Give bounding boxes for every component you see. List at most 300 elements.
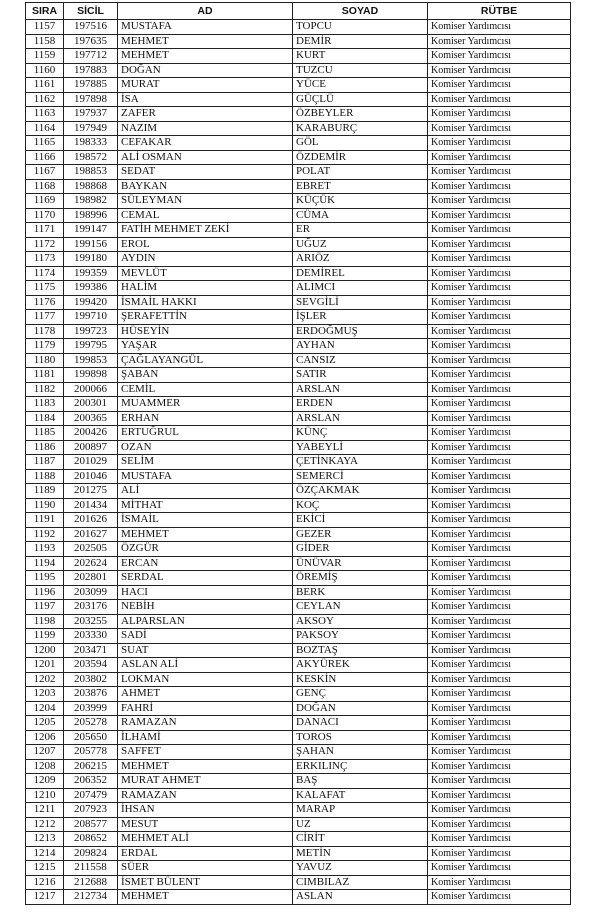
cell-ad: ÖZGÜR <box>118 542 293 557</box>
cell-sicil: 197635 <box>64 34 118 49</box>
cell-sira: 1187 <box>26 455 64 470</box>
table-row <box>26 846 571 861</box>
cell-rutbe: Komiser Yardımcısı <box>428 194 571 209</box>
cell-soyad: CANSIZ <box>293 353 428 368</box>
cell-sira: 1157 <box>26 20 64 35</box>
cell-soyad: İŞLER <box>293 310 428 325</box>
cell-rutbe: Komiser Yardımcısı <box>428 759 571 774</box>
cell-soyad: AYHAN <box>293 339 428 354</box>
cell-sira: 1166 <box>26 150 64 165</box>
cell-sira: 1184 <box>26 411 64 426</box>
cell-soyad: ÇETİNKAYA <box>293 455 428 470</box>
cell-sira: 1160 <box>26 63 64 78</box>
cell-ad: CEMİL <box>118 382 293 397</box>
cell-soyad: YABEYLİ <box>293 440 428 455</box>
table-row <box>26 397 571 412</box>
cell-rutbe: Komiser Yardımcısı <box>428 382 571 397</box>
cell-sicil: 205278 <box>64 716 118 731</box>
cell-ad: NEBİH <box>118 600 293 615</box>
cell-rutbe: Komiser Yardımcısı <box>428 78 571 93</box>
cell-rutbe: Komiser Yardımcısı <box>428 832 571 847</box>
cell-sira: 1199 <box>26 629 64 644</box>
cell-sicil: 200365 <box>64 411 118 426</box>
cell-rutbe: Komiser Yardımcısı <box>428 571 571 586</box>
cell-soyad: YÜCE <box>293 78 428 93</box>
cell-soyad: AKSOY <box>293 614 428 629</box>
cell-ad: MUSTAFA <box>118 20 293 35</box>
cell-ad: MURAT <box>118 78 293 93</box>
table-row <box>26 179 571 194</box>
cell-rutbe: Komiser Yardımcısı <box>428 643 571 658</box>
cell-rutbe: Komiser Yardımcısı <box>428 426 571 441</box>
table-row <box>26 150 571 165</box>
cell-sicil: 203330 <box>64 629 118 644</box>
cell-sira: 1186 <box>26 440 64 455</box>
table-row <box>26 208 571 223</box>
cell-soyad: KALAFAT <box>293 788 428 803</box>
cell-soyad: ERDEN <box>293 397 428 412</box>
cell-sira: 1206 <box>26 730 64 745</box>
cell-soyad: TOROS <box>293 730 428 745</box>
personnel-table <box>25 2 571 905</box>
cell-sicil: 197949 <box>64 121 118 136</box>
cell-sicil: 209824 <box>64 846 118 861</box>
cell-rutbe: Komiser Yardımcısı <box>428 527 571 542</box>
cell-sicil: 203176 <box>64 600 118 615</box>
cell-soyad: UZ <box>293 817 428 832</box>
cell-ad: RAMAZAN <box>118 788 293 803</box>
cell-ad: OZAN <box>118 440 293 455</box>
cell-soyad: AKYÜREK <box>293 658 428 673</box>
cell-soyad: METİN <box>293 846 428 861</box>
cell-sicil: 206215 <box>64 759 118 774</box>
cell-rutbe: Komiser Yardımcısı <box>428 324 571 339</box>
cell-sicil: 198572 <box>64 150 118 165</box>
cell-sicil: 211558 <box>64 861 118 876</box>
cell-rutbe: Komiser Yardımcısı <box>428 687 571 702</box>
cell-rutbe: Komiser Yardımcısı <box>428 165 571 180</box>
cell-sira: 1216 <box>26 875 64 890</box>
table-row <box>26 121 571 136</box>
cell-sicil: 201434 <box>64 498 118 513</box>
cell-sira: 1197 <box>26 600 64 615</box>
cell-rutbe: Komiser Yardımcısı <box>428 658 571 673</box>
cell-sira: 1198 <box>26 614 64 629</box>
cell-soyad: YAVUZ <box>293 861 428 876</box>
cell-ad: RAMAZAN <box>118 716 293 731</box>
cell-rutbe: Komiser Yardımcısı <box>428 498 571 513</box>
table-row <box>26 353 571 368</box>
cell-rutbe: Komiser Yardımcısı <box>428 774 571 789</box>
cell-sira: 1214 <box>26 846 64 861</box>
table-row <box>26 368 571 383</box>
cell-sicil: 197898 <box>64 92 118 107</box>
cell-ad: AHMET <box>118 687 293 702</box>
cell-sicil: 199898 <box>64 368 118 383</box>
cell-rutbe: Komiser Yardımcısı <box>428 411 571 426</box>
cell-sicil: 197516 <box>64 20 118 35</box>
table-row <box>26 49 571 64</box>
table-row <box>26 165 571 180</box>
cell-sicil: 203099 <box>64 585 118 600</box>
cell-sicil: 202801 <box>64 571 118 586</box>
table-header-row <box>26 3 571 20</box>
table-row <box>26 324 571 339</box>
cell-rutbe: Komiser Yardımcısı <box>428 92 571 107</box>
cell-ad: LOKMAN <box>118 672 293 687</box>
cell-ad: ZAFER <box>118 107 293 122</box>
cell-rutbe: Komiser Yardımcısı <box>428 542 571 557</box>
cell-sira: 1185 <box>26 426 64 441</box>
cell-sicil: 198982 <box>64 194 118 209</box>
cell-sira: 1163 <box>26 107 64 122</box>
cell-rutbe: Komiser Yardımcısı <box>428 585 571 600</box>
cell-sicil: 203802 <box>64 672 118 687</box>
cell-sira: 1189 <box>26 484 64 499</box>
cell-ad: ALİ <box>118 484 293 499</box>
cell-ad: MİTHAT <box>118 498 293 513</box>
cell-ad: ERDAL <box>118 846 293 861</box>
cell-ad: İSMET BÜLENT <box>118 875 293 890</box>
cell-ad: NAZIM <box>118 121 293 136</box>
cell-sira: 1209 <box>26 774 64 789</box>
cell-ad: SEDAT <box>118 165 293 180</box>
cell-sicil: 208652 <box>64 832 118 847</box>
cell-rutbe: Komiser Yardımcısı <box>428 179 571 194</box>
cell-rutbe: Komiser Yardımcısı <box>428 121 571 136</box>
cell-ad: SERDAL <box>118 571 293 586</box>
cell-ad: MESUT <box>118 817 293 832</box>
cell-ad: MEHMET <box>118 49 293 64</box>
cell-soyad: ER <box>293 223 428 238</box>
cell-ad: İSMAİL <box>118 513 293 528</box>
table-row <box>26 136 571 151</box>
cell-soyad: KÜNÇ <box>293 426 428 441</box>
cell-sira: 1194 <box>26 556 64 571</box>
cell-ad: SÜLEYMAN <box>118 194 293 209</box>
table-row <box>26 556 571 571</box>
cell-ad: ERHAN <box>118 411 293 426</box>
table-row <box>26 295 571 310</box>
cell-rutbe: Komiser Yardımcısı <box>428 614 571 629</box>
cell-ad: MEHMET <box>118 527 293 542</box>
table-row <box>26 759 571 774</box>
cell-sicil: 199359 <box>64 266 118 281</box>
table-row <box>26 571 571 586</box>
cell-sira: 1192 <box>26 527 64 542</box>
cell-ad: BAYKAN <box>118 179 293 194</box>
table-row <box>26 411 571 426</box>
cell-sira: 1181 <box>26 368 64 383</box>
cell-soyad: TOPCU <box>293 20 428 35</box>
cell-soyad: SEVGİLİ <box>293 295 428 310</box>
cell-soyad: ÖZDEMİR <box>293 150 428 165</box>
cell-soyad: MARAP <box>293 803 428 818</box>
cell-sicil: 202505 <box>64 542 118 557</box>
cell-soyad: CEYLAN <box>293 600 428 615</box>
cell-ad: DOĞAN <box>118 63 293 78</box>
cell-sicil: 197883 <box>64 63 118 78</box>
cell-rutbe: Komiser Yardımcısı <box>428 107 571 122</box>
cell-rutbe: Komiser Yardımcısı <box>428 49 571 64</box>
cell-rutbe: Komiser Yardımcısı <box>428 716 571 731</box>
cell-ad: İHSAN <box>118 803 293 818</box>
cell-rutbe: Komiser Yardımcısı <box>428 803 571 818</box>
header-sira: SIRA <box>26 3 64 20</box>
cell-sicil: 201627 <box>64 527 118 542</box>
table-row <box>26 832 571 847</box>
cell-sira: 1196 <box>26 585 64 600</box>
cell-rutbe: Komiser Yardımcısı <box>428 701 571 716</box>
cell-sicil: 199147 <box>64 223 118 238</box>
cell-sira: 1178 <box>26 324 64 339</box>
cell-ad: HALİM <box>118 281 293 296</box>
cell-soyad: KOÇ <box>293 498 428 513</box>
cell-sicil: 199156 <box>64 237 118 252</box>
cell-rutbe: Komiser Yardımcısı <box>428 136 571 151</box>
cell-sicil: 206352 <box>64 774 118 789</box>
cell-sicil: 207923 <box>64 803 118 818</box>
table-row <box>26 63 571 78</box>
cell-rutbe: Komiser Yardımcısı <box>428 730 571 745</box>
cell-ad: MEHMET <box>118 759 293 774</box>
table-row <box>26 672 571 687</box>
cell-soyad: ÖZÇAKMAK <box>293 484 428 499</box>
cell-rutbe: Komiser Yardımcısı <box>428 310 571 325</box>
table-row <box>26 92 571 107</box>
cell-rutbe: Komiser Yardımcısı <box>428 63 571 78</box>
cell-sicil: 203594 <box>64 658 118 673</box>
cell-ad: ŞERAFETTİN <box>118 310 293 325</box>
cell-sira: 1183 <box>26 397 64 412</box>
cell-soyad: PAKSOY <box>293 629 428 644</box>
cell-sira: 1205 <box>26 716 64 731</box>
table-row <box>26 658 571 673</box>
cell-rutbe: Komiser Yardımcısı <box>428 368 571 383</box>
cell-sira: 1188 <box>26 469 64 484</box>
cell-sicil: 201275 <box>64 484 118 499</box>
cell-sira: 1168 <box>26 179 64 194</box>
cell-sira: 1215 <box>26 861 64 876</box>
cell-sicil: 200066 <box>64 382 118 397</box>
cell-sicil: 201046 <box>64 469 118 484</box>
cell-sicil: 198996 <box>64 208 118 223</box>
cell-rutbe: Komiser Yardımcısı <box>428 20 571 35</box>
cell-ad: MUSTAFA <box>118 469 293 484</box>
cell-sicil: 205778 <box>64 745 118 760</box>
cell-ad: ŞABAN <box>118 368 293 383</box>
cell-sicil: 199795 <box>64 339 118 354</box>
table-row <box>26 237 571 252</box>
cell-sicil: 202624 <box>64 556 118 571</box>
cell-sira: 1212 <box>26 817 64 832</box>
cell-sira: 1190 <box>26 498 64 513</box>
table-row <box>26 861 571 876</box>
cell-sicil: 212734 <box>64 890 118 905</box>
cell-sira: 1182 <box>26 382 64 397</box>
table-row <box>26 382 571 397</box>
cell-rutbe: Komiser Yardımcısı <box>428 223 571 238</box>
cell-sicil: 212688 <box>64 875 118 890</box>
cell-sicil: 199180 <box>64 252 118 267</box>
table-row <box>26 527 571 542</box>
cell-ad: SELİM <box>118 455 293 470</box>
table-row <box>26 730 571 745</box>
cell-soyad: CİRİT <box>293 832 428 847</box>
cell-soyad: GÖL <box>293 136 428 151</box>
cell-sira: 1162 <box>26 92 64 107</box>
table-row <box>26 716 571 731</box>
table-row <box>26 542 571 557</box>
cell-sicil: 200301 <box>64 397 118 412</box>
cell-rutbe: Komiser Yardımcısı <box>428 875 571 890</box>
cell-ad: MEHMET <box>118 890 293 905</box>
cell-soyad: BERK <box>293 585 428 600</box>
cell-ad: CEFAKAR <box>118 136 293 151</box>
cell-sicil: 199386 <box>64 281 118 296</box>
cell-rutbe: Komiser Yardımcısı <box>428 890 571 905</box>
cell-sira: 1193 <box>26 542 64 557</box>
cell-sicil: 207479 <box>64 788 118 803</box>
cell-soyad: ERKILINÇ <box>293 759 428 774</box>
cell-sira: 1171 <box>26 223 64 238</box>
cell-soyad: ÖREMİŞ <box>293 571 428 586</box>
cell-ad: MEHMET <box>118 34 293 49</box>
table-row <box>26 78 571 93</box>
cell-ad: HACI <box>118 585 293 600</box>
cell-sicil: 203876 <box>64 687 118 702</box>
cell-sira: 1191 <box>26 513 64 528</box>
cell-soyad: KARABURÇ <box>293 121 428 136</box>
cell-soyad: DEMİREL <box>293 266 428 281</box>
cell-rutbe: Komiser Yardımcısı <box>428 440 571 455</box>
cell-ad: SUAT <box>118 643 293 658</box>
cell-sira: 1202 <box>26 672 64 687</box>
cell-soyad: DANACI <box>293 716 428 731</box>
cell-rutbe: Komiser Yardımcısı <box>428 846 571 861</box>
cell-sira: 1158 <box>26 34 64 49</box>
cell-sira: 1213 <box>26 832 64 847</box>
cell-rutbe: Komiser Yardımcısı <box>428 208 571 223</box>
table-row <box>26 513 571 528</box>
cell-rutbe: Komiser Yardımcısı <box>428 484 571 499</box>
table-row <box>26 107 571 122</box>
header-ad: AD <box>118 3 293 20</box>
cell-ad: İSMAİL HAKKI <box>118 295 293 310</box>
cell-sira: 1217 <box>26 890 64 905</box>
cell-sicil: 199710 <box>64 310 118 325</box>
cell-soyad: KURT <box>293 49 428 64</box>
cell-rutbe: Komiser Yardımcısı <box>428 861 571 876</box>
document-page <box>25 2 570 905</box>
cell-soyad: EKİCİ <box>293 513 428 528</box>
cell-soyad: ARSLAN <box>293 411 428 426</box>
table-row <box>26 455 571 470</box>
cell-soyad: TUZCU <box>293 63 428 78</box>
cell-sira: 1176 <box>26 295 64 310</box>
cell-rutbe: Komiser Yardımcısı <box>428 817 571 832</box>
cell-soyad: ÖZBEYLER <box>293 107 428 122</box>
cell-soyad: GİDER <box>293 542 428 557</box>
cell-soyad: KÜÇÜK <box>293 194 428 209</box>
cell-sira: 1207 <box>26 745 64 760</box>
cell-rutbe: Komiser Yardımcısı <box>428 150 571 165</box>
table-row <box>26 484 571 499</box>
cell-sira: 1195 <box>26 571 64 586</box>
table-row <box>26 600 571 615</box>
cell-sira: 1169 <box>26 194 64 209</box>
cell-soyad: GENÇ <box>293 687 428 702</box>
cell-rutbe: Komiser Yardımcısı <box>428 600 571 615</box>
cell-soyad: BOZTAŞ <box>293 643 428 658</box>
cell-sira: 1165 <box>26 136 64 151</box>
cell-rutbe: Komiser Yardımcısı <box>428 397 571 412</box>
cell-sicil: 201626 <box>64 513 118 528</box>
table-row <box>26 223 571 238</box>
table-row <box>26 310 571 325</box>
cell-ad: MURAT AHMET <box>118 774 293 789</box>
cell-sira: 1170 <box>26 208 64 223</box>
cell-sicil: 200426 <box>64 426 118 441</box>
cell-soyad: SATIR <box>293 368 428 383</box>
cell-ad: FATİH MEHMET ZEKİ <box>118 223 293 238</box>
cell-sira: 1210 <box>26 788 64 803</box>
table-row <box>26 585 571 600</box>
cell-ad: ERCAN <box>118 556 293 571</box>
cell-ad: SÜER <box>118 861 293 876</box>
table-row <box>26 20 571 35</box>
cell-ad: ÇAĞLAYANGÜL <box>118 353 293 368</box>
cell-sicil: 197885 <box>64 78 118 93</box>
cell-ad: MEVLÜT <box>118 266 293 281</box>
cell-sicil: 201029 <box>64 455 118 470</box>
cell-sira: 1203 <box>26 687 64 702</box>
cell-soyad: ERDOĞMUŞ <box>293 324 428 339</box>
cell-rutbe: Komiser Yardımcısı <box>428 339 571 354</box>
cell-sicil: 208577 <box>64 817 118 832</box>
cell-soyad: CÜMA <box>293 208 428 223</box>
cell-sira: 1179 <box>26 339 64 354</box>
cell-ad: AYDIN <box>118 252 293 267</box>
cell-ad: SAFFET <box>118 745 293 760</box>
cell-rutbe: Komiser Yardımcısı <box>428 469 571 484</box>
cell-sicil: 199723 <box>64 324 118 339</box>
cell-sicil: 203999 <box>64 701 118 716</box>
cell-soyad: POLAT <box>293 165 428 180</box>
table-row <box>26 643 571 658</box>
cell-rutbe: Komiser Yardımcısı <box>428 295 571 310</box>
cell-rutbe: Komiser Yardımcısı <box>428 353 571 368</box>
cell-sira: 1159 <box>26 49 64 64</box>
cell-ad: İLHAMİ <box>118 730 293 745</box>
cell-soyad: UĞUZ <box>293 237 428 252</box>
cell-sicil: 199853 <box>64 353 118 368</box>
cell-soyad: ÜNÜVAR <box>293 556 428 571</box>
cell-sira: 1173 <box>26 252 64 267</box>
table-row <box>26 788 571 803</box>
table-row <box>26 687 571 702</box>
cell-sira: 1201 <box>26 658 64 673</box>
header-rutbe: RÜTBE <box>428 3 571 20</box>
cell-ad: ERTUĞRUL <box>118 426 293 441</box>
cell-rutbe: Komiser Yardımcısı <box>428 629 571 644</box>
table-row <box>26 252 571 267</box>
cell-rutbe: Komiser Yardımcısı <box>428 672 571 687</box>
cell-sicil: 205650 <box>64 730 118 745</box>
cell-sicil: 199420 <box>64 295 118 310</box>
cell-sicil: 198333 <box>64 136 118 151</box>
cell-sicil: 200897 <box>64 440 118 455</box>
